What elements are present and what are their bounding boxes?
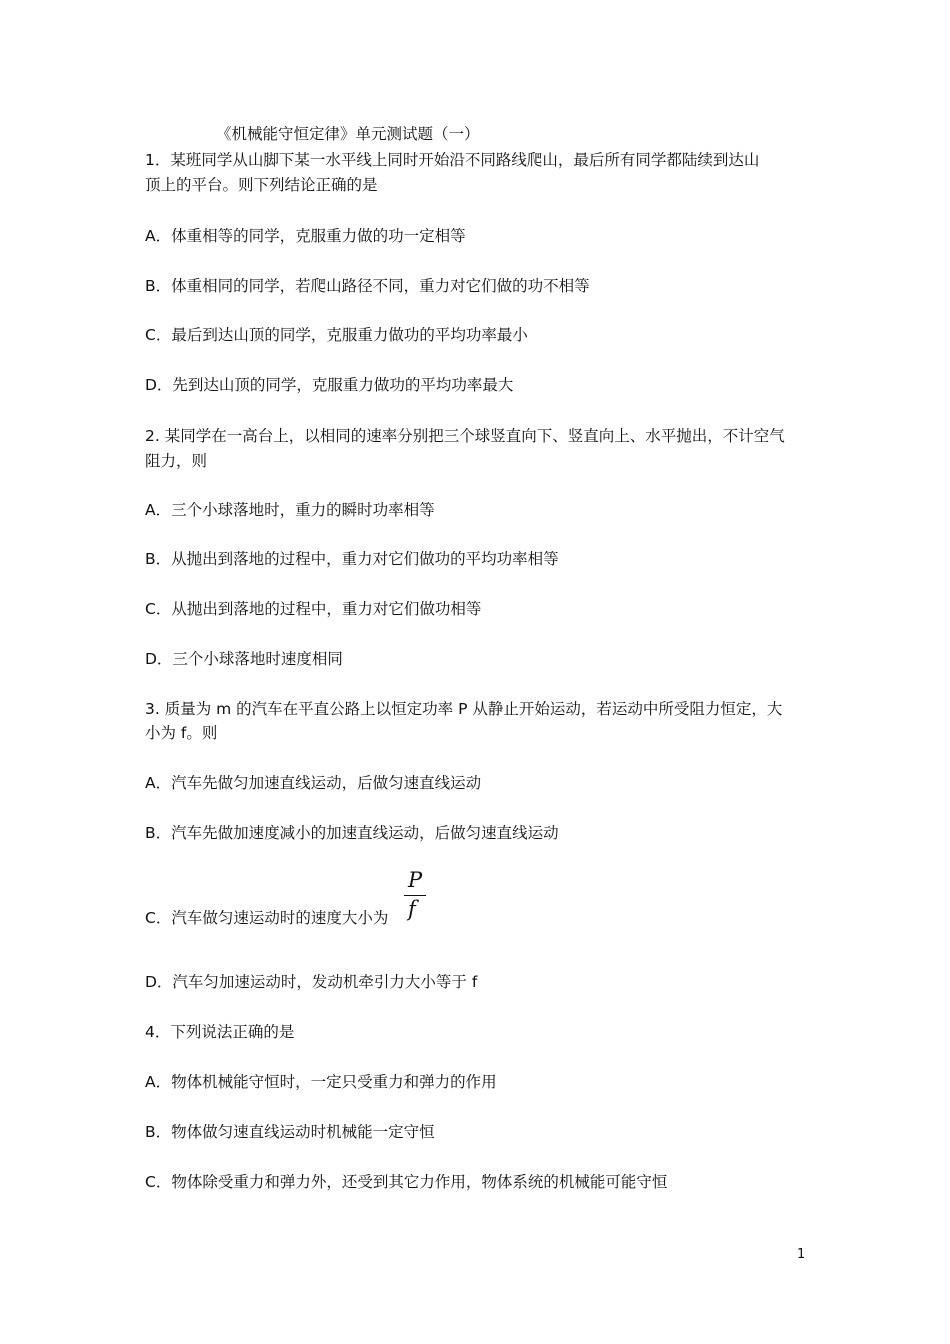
fraction-p-over-f: [403, 868, 427, 924]
q1-stem-line1: 1．某班同学从山脚下某一水平线上同时开始沿不同路线爬山，最后所有同学都陆续到达山: [145, 151, 760, 169]
q2-option-d: D．三个小球落地时速度相同: [145, 650, 343, 668]
q1-option-a: A．体重相等的同学，克服重力做的功一定相等: [145, 227, 466, 245]
page-title: 《机械能守恒定律》单元测试题（一）: [216, 125, 480, 143]
q4-option-a: A．物体机械能守恒时，一定只受重力和弹力的作用: [145, 1073, 497, 1091]
fraction-denominator: f: [408, 897, 416, 921]
q1-stem-line2: 顶上的平台。则下列结论正确的是: [145, 176, 378, 194]
q3-option-d: D．汽车匀加速运动时，发动机牵引力大小等于 f: [145, 973, 478, 991]
fraction-numerator: P: [408, 868, 423, 892]
q1-option-d: D．先到达山顶的同学，克服重力做功的平均功率最大: [145, 376, 514, 394]
q4-stem-line1: 4．下列说法正确的是: [145, 1023, 295, 1041]
q4-option-b: B．物体做匀速直线运动时机械能一定守恒: [145, 1123, 435, 1141]
q3-option-a: A．汽车先做匀加速直线运动，后做匀速直线运动: [145, 774, 482, 792]
q1-option-c: C．最后到达山顶的同学，克服重力做功的平均功率最小: [145, 326, 528, 344]
q4-option-c: C．物体除受重力和弹力外，还受到其它力作用，物体系统的机械能可能守恒: [145, 1173, 668, 1191]
q3-stem-line2: 小为 f。则: [145, 724, 218, 742]
q2-stem-line1: 2. 某同学在一高台上，以相同的速率分别把三个球竖直向下、竖直向上、水平抛出，不计空气: [145, 427, 785, 445]
q3-option-b: B．汽车先做加速度减小的加速直线运动，后做匀速直线运动: [145, 824, 559, 842]
q2-option-a: A．三个小球落地时，重力的瞬时功率相等: [145, 501, 435, 519]
q3-option-c: C．汽车做匀速运动时的速度大小为: [145, 909, 389, 927]
fraction-bar: [404, 895, 426, 896]
q1-option-b: B．体重相同的同学，若爬山路径不同，重力对它们做的功不相等: [145, 277, 590, 295]
q2-option-c: C．从抛出到落地的过程中，重力对它们做功相等: [145, 600, 482, 618]
q3-stem-line1: 3. 质量为 m 的汽车在平直公路上以恒定功率 P 从静止开始运动，若运动中所受阻力恒定，大: [145, 700, 783, 718]
q2-option-b: B．从抛出到落地的过程中，重力对它们做功的平均功率相等: [145, 550, 559, 568]
page-number: 1: [797, 1247, 806, 1262]
q2-stem-line2: 阻力，则: [145, 452, 208, 470]
